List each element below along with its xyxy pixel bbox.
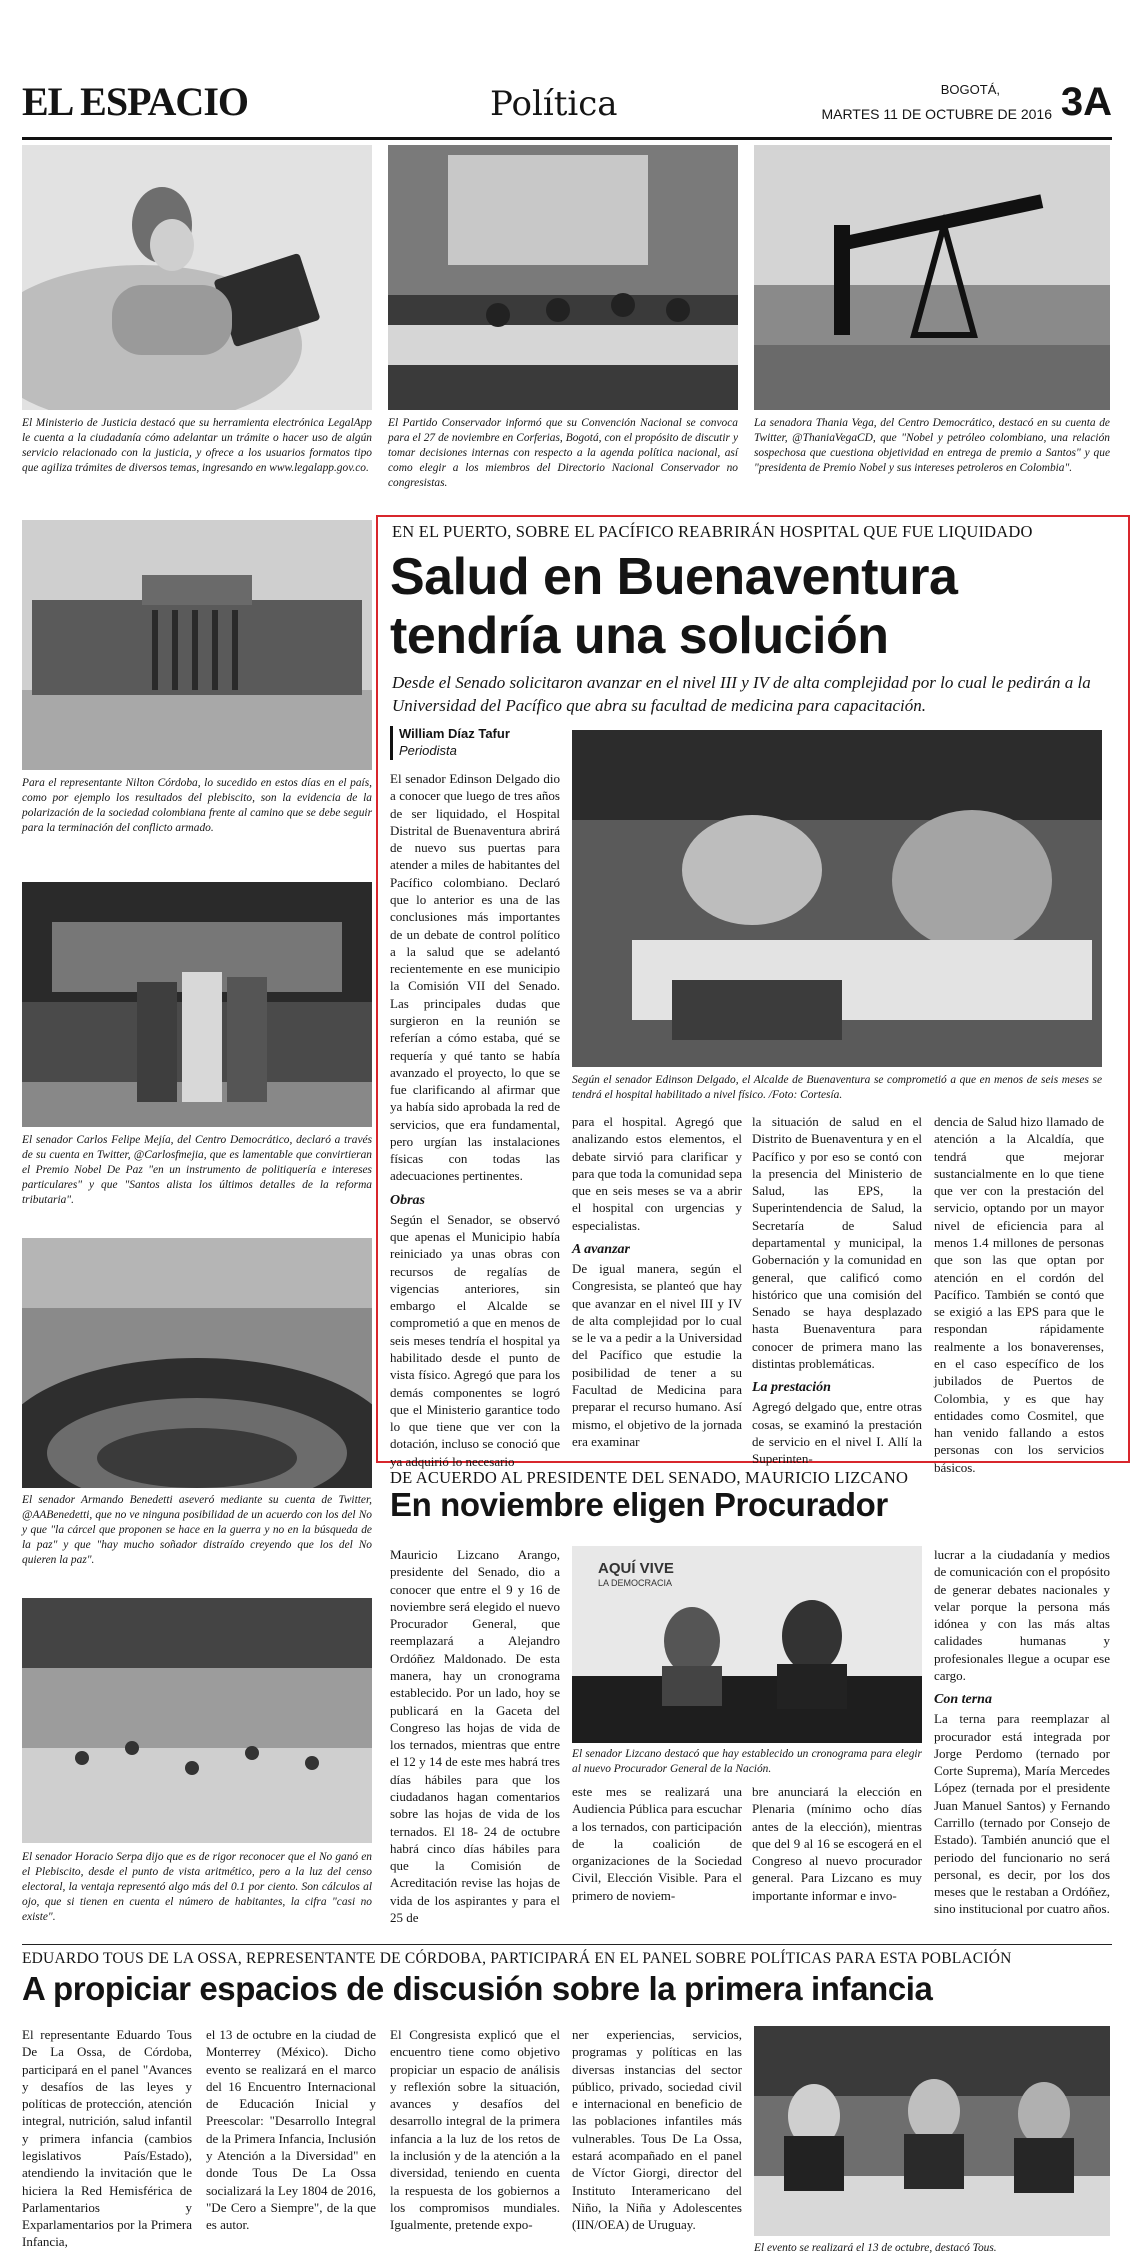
caption-lizcano: El senador Lizcano destacó que hay establecido un cronograma para elegir al nuevo Procurador General de la Nación. <box>572 1748 922 1776</box>
newspaper-name: EL ESPACIO <box>22 79 248 124</box>
banner-subtext: LA DEMOCRACIA <box>598 1578 673 1588</box>
lead-paragraph: El senador Edinson Delgado dio a conocer que luego de tres años de ser liquidado, el Hospital Distrital de Buenaventura abrirá de nuevo sus puertas para atender a miles de habitantes del Pacífico colombiano. Declaró que lo anterior es una de las conclusiones más importantes de un debate de control político a la salud que se adelantó recientemente en ese municipio la Comisión VII del Senado. Las principales dudas que surgieron en la reunión se referían a cómo estaba, qué se requería y qué tanto se había avanzado el proyecto, lo que se fue clarificando al afirmar que ya había sido aprobada la red de servicios, que era fundamental, pero urgían las instalaciones físicas con todas las adecuaciones pertinentes. <box>390 771 560 1184</box>
photo-tous <box>754 2026 1110 2236</box>
divider <box>22 1944 1112 1945</box>
lead-column-2 <box>572 1113 742 1450</box>
caption-carlos-mejia: El senador Carlos Felipe Mejía, del Centro Democrático, declaró a través de su cuenta en Twitter, @Carlosfmejia, que es lamentable que convirtieran el Premio Nobel De Paz "en un instrumento de politiquería e intereses particulares" y que "Santos alista los últimos detalles de la reforma tributaria". <box>22 1134 372 1207</box>
lead-headline <box>390 548 957 666</box>
caption-nilton-cordoba: Para el representante Nilton Córdoba, lo sucedido en estos días en el país, como por ejemplo los resultados del plebiscito, son la evidencia de la polarización de la sociedad colombiana frente al camino que se debe seguir para la terminación del conflicto armado. <box>22 777 372 835</box>
second-paragraph: bre anunciará la elección en Plenaria (mínimo ocho días antes de la elección), mientras que del 9 al 16 se escogerá en el Congreso al nuevo procurador general. Para Lizcano es muy importante informar e invo- <box>752 1784 922 1903</box>
photo-congress-hall <box>22 1598 372 1843</box>
second-headline: En noviembre eligen Procurador <box>390 1486 888 1523</box>
issue-date: MARTES 11 DE OCTUBRE DE 2016 <box>821 106 1052 122</box>
lead-paragraph: dencia de Salud hizo llamado de atención a la Alcaldía, que tendrá que mejorar sustancialmente en lo que tiene que ver con la prestación del servicio, optando por un mayor nivel de eficiencia para al menos 1.4 millones de personas que son las que optan por atención en el cordón del Pacífico. También se contó que se exigió a las EPS para que le respondan rápidamente realmente a los bonaverenses, en el caso específico de los jubilados de Puertos de Colombia, y es que hay entidades como Cosmitel, que han venido fallando a estos personas con los servicios básicos. <box>934 1114 1104 1475</box>
caption-thania-vega: La senadora Thania Vega, del Centro Democrático, destacó en su cuenta de Twitter, @ThaniaVegaCD, que "Nobel y petróleo colombiano, una relación sospechosa que cuestiona objetividad en entrega de premio a Santos" y que "presidenta de Premio Nobel y sus intereses petroleros en Colombia". <box>754 417 1110 475</box>
third-column-4 <box>572 2026 742 2233</box>
second-kicker: DE ACUERDO AL PRESIDENTE DEL SENADO, MAURICIO LIZCANO <box>390 1468 909 1487</box>
section-title: Política <box>490 84 618 124</box>
author-role: Periodista <box>399 742 457 758</box>
photo-oil-pump <box>754 145 1110 410</box>
photo-conservative-party <box>388 145 738 410</box>
lead-byline <box>390 726 510 760</box>
photo-capitol <box>22 520 372 770</box>
lead-headline-line2: tendría una solución <box>390 606 889 665</box>
third-column-2 <box>206 2026 376 2233</box>
second-paragraph: Mauricio Lizcano Arango, presidente del Senado, dio a conocer que entre el 9 y 16 de noviembre será elegido el nuevo Procurador General, que reemplazará a Alejandro Ordóñez Maldonado. De esta manera, hay un cronograma establecido. Por un lado, hoy se publicará en la Gaceta del Congreso las hojas de vida de los ternados, mientras que entre el 12 y 14 de este mes habrá tres días hábiles para que los ciudadanos hagan comentarios sobre las hojas de vida de los ternados. El 18- 24 de octubre habrá cinco días hábiles para que la Comisión de Acreditación revise las hojas de vida de los aspirantes y para el 25 de <box>390 1547 560 1925</box>
city: BOGOTÁ, <box>940 82 1000 97</box>
second-paragraph: este mes se realizará una Audiencia Pública para escuchar a los ternados, con participación de la coalición de organizaciones de la Sociedad Civil, Elección Visible. Para el primero de noviem- <box>572 1784 743 1903</box>
lead-column-4 <box>934 1113 1104 1476</box>
third-column-1 <box>22 2026 192 2251</box>
second-paragraph: lucrar a la ciudadanía y medios de comunicación con el propósito de generar debates nacionales y velar porque la persona más idónea y con las más altas calidades humanas y profesionales llegue a ocupar ese cargo. <box>934 1547 1110 1683</box>
subhead-avanzar: A avanzar <box>572 1241 630 1257</box>
lead-paragraph: Según el Senador, se observó que apenas el Municipio había reiniciado ya unas obras con recursos de regalías de vigencias anteriores, sin embargo el Alcalde se comprometió a que en menos de seis meses tendría el hospital ya habilitado desde el punto de vista físico. Agregó que para los demás componentes se logró que el Ministerio garantice todo lo que tiene que ver con la dotación, incluso se conoció que ya adquirió lo necesario <box>390 1211 560 1469</box>
lead-paragraph: para el hospital. Agregó que analizando estos elementos, el debate sirvió para clarificar y para que toda la comunidad sepa que en seis meses se va a abrir el hospital con urgencias y especialistas. <box>572 1114 743 1233</box>
third-kicker: EDUARDO TOUS DE LA OSSA, REPRESENTANTE DE CÓRDOBA, PARTICIPARÁ EN EL PANEL SOBRE POLÍTICAS PARA ESTA POBLACIÓN <box>22 1950 1012 1967</box>
second-column-1 <box>390 1546 560 1926</box>
subhead-obras: Obras <box>390 1192 426 1208</box>
lead-column-1 <box>390 770 560 1470</box>
caption-horacio-serpa: El senador Horacio Serpa dijo que es de rigor reconocer que el No ganó en el Plebiscito, desde el punto de vista aritmético, pero a la luz del censo electoral, la ventaja representó algo más del 0.1 por ciento. Son cálculos al ojo, que si tienen en cuenta el número de habitantes, la cifra "casi no existe". <box>22 1851 372 1924</box>
caption-surgery: Según el senador Edinson Delgado, el Alcalde de Buenaventura se comprometió a que en menos de seis meses se tendrá el hospital habilitado a nivel físico. /Foto: Cortesía. <box>572 1074 1102 1102</box>
caption-legalapp: El Ministerio de Justicia destacó que su herramienta electrónica LegalApp le cuenta a la ciudadanía cómo adelantar un trámite o hacer uso de algún servicio relacionado con la justicia, y ofrece a los usuarios formatos tipo que agiliza trámites de diversos temas, ingresando en www.legalapp.gov.co. <box>22 417 372 475</box>
second-column-3 <box>752 1783 922 1904</box>
third-headline: A propiciar espacios de discusión sobre la primera infancia <box>22 1970 933 2007</box>
lead-headline-line1: Salud en Buenaventura <box>390 548 958 606</box>
lead-paragraph: la situación de salud en el Distrito de Buenaventura y en el Pacífico y por eso se contó con la presencia del Ministerio de Salud, las EPS, la Superintendencia de Salud, la Secretaría de Salud departamental y municipal, la Gobernación y la comunidad en general, que calificó como histórico que una comisión del Senado se haya desplazado hasta Buenaventura para conocer de primera mano las distintas problemáticas. <box>752 1114 922 1371</box>
caption-tous: El evento se realizará el 13 de octubre, destacó Tous. <box>754 2242 997 2254</box>
photo-woman-tablet <box>22 145 372 410</box>
third-paragraph: ner experiencias, servicios, programas y políticas en las diversas instancias del sector público, privado, sociedad civil e internacional en beneficio de las poblaciones infantiles más vulnerables. Tous De La Ossa, estará acompañado en el panel de Víctor Giorgi, director del Instituto Interamericano del Niño, la Niña y Adolescentes (IIN/OEA) de Uruguay. <box>572 2027 742 2233</box>
lead-paragraph: De igual manera, según el Congresista, se planteó que hay que avanzar en el nivel III y IV de alta complejidad por lo cual se le va a pedir a la Universidad del Pacífico que estudie la posibilidad de tener a su Facultad de Medicina para preparar el recurso humano. Así mismo, el objetivo de la jornada era examinar <box>572 1260 742 1449</box>
masthead <box>22 72 1112 140</box>
subhead-prestacion: La prestación <box>752 1380 831 1396</box>
caption-conservative: El Partido Conservador informó que su Convención Nacional se convoca para el 27 de noviembre en Corferias, Bogotá, con el propósito de discutir y tomar decisiones internas con respecto a la agenda política nacional, así como elegir a los miembros del Directorio Nacional Conservador no congresistas. <box>388 417 738 490</box>
photo-lizcano <box>572 1546 922 1743</box>
second-column-2 <box>572 1783 742 1904</box>
subhead-con-terna: Con terna <box>934 1692 992 1708</box>
caption-benedetti: El senador Armando Benedetti aseveró mediante su cuenta de Twitter, @AABenedetti, que no ve ninguna posibilidad de un acuerdo con los del No y que "la cárcel que proponen se hace en la guerra y no en la búsqueda de la paz" y que "hay mucho soñador distraído creyendo que los del No quieren la paz". <box>22 1494 372 1567</box>
third-column-3 <box>390 2026 560 2233</box>
photo-surgery <box>572 730 1102 1067</box>
third-paragraph: el 13 de octubre en la ciudad de Monterrey (México). Dicho evento se realizará en el marco del 16 Encuentro Internacional de Educación Inicial y Preescolar: "Desarrollo Integral de la Primera Infancia, Inclusión y Atención a la Diversidad" en donde Tous De La Ossa socializará la Ley 1804 de 2016, "De Cero a Siempre", de la que es autor. <box>206 2027 377 2233</box>
third-paragraph: El representante Eduardo Tous De La Ossa, de Córdoba, participará en el panel "Avances y desafíos de las leyes y políticas de protección, atención integral, nutrición, salud infantil y primera infancia (cambios legislativos País/Estado), atendiendo la invitación que le hiciera la Red Hemisférica de Parlamentarios y Exparlamentarios por la Primera Infancia, <box>22 2027 192 2250</box>
second-paragraph: La terna para reemplazar al procurador está integrada por Jorge Perdomo (ternado por Corte Suprema), María Mercedes López (ternada por el presidente Juan Manuel Santos) y Fernando Carrillo (ternado por Consejo de Estado). También anunció que el periodo del funcionario no será personal, es decir, por los dos meses que le restaban a Ordóñez, sino institucional por cuatro años. <box>934 1711 1110 1917</box>
page-number: 3A <box>1060 80 1112 124</box>
third-paragraph: El Congresista explicó que el encuentro tiene como objetivo propiciar un espacio de análisis y reflexión sobre la situación, avances y desafíos del desarrollo integral de la primera infancia a la luz de los retos de la inclusión y de la atención a la diversidad, teniendo en cuenta la respuesta de los gobiernos a los compromisos mundiales. Igualmente, pretende expo- <box>390 2027 560 2233</box>
author-name: William Díaz Tafur <box>399 726 510 741</box>
banner-text: AQUÍ VIVE <box>598 1560 674 1577</box>
lead-column-3 <box>752 1113 922 1467</box>
photo-senate-chamber <box>22 1238 372 1488</box>
lead-deck: Desde el Senado solicitaron avanzar en el nivel III y IV de alta complejidad por lo cual le pedirán a la Universidad del Pacífico que abra su facultad de medicina para capacitación. <box>392 673 1091 716</box>
second-column-4 <box>934 1546 1110 1918</box>
photo-mejia-group <box>22 882 372 1127</box>
lead-paragraph: Agregó delgado que, entre otras cosas, se examinó la prestación de servicio en el nivel I. Allí la Superinten- <box>752 1399 922 1467</box>
lead-kicker: EN EL PUERTO, SOBRE EL PACÍFICO REABRIRÁN HOSPITAL QUE FUE LIQUIDADO <box>392 522 1033 541</box>
